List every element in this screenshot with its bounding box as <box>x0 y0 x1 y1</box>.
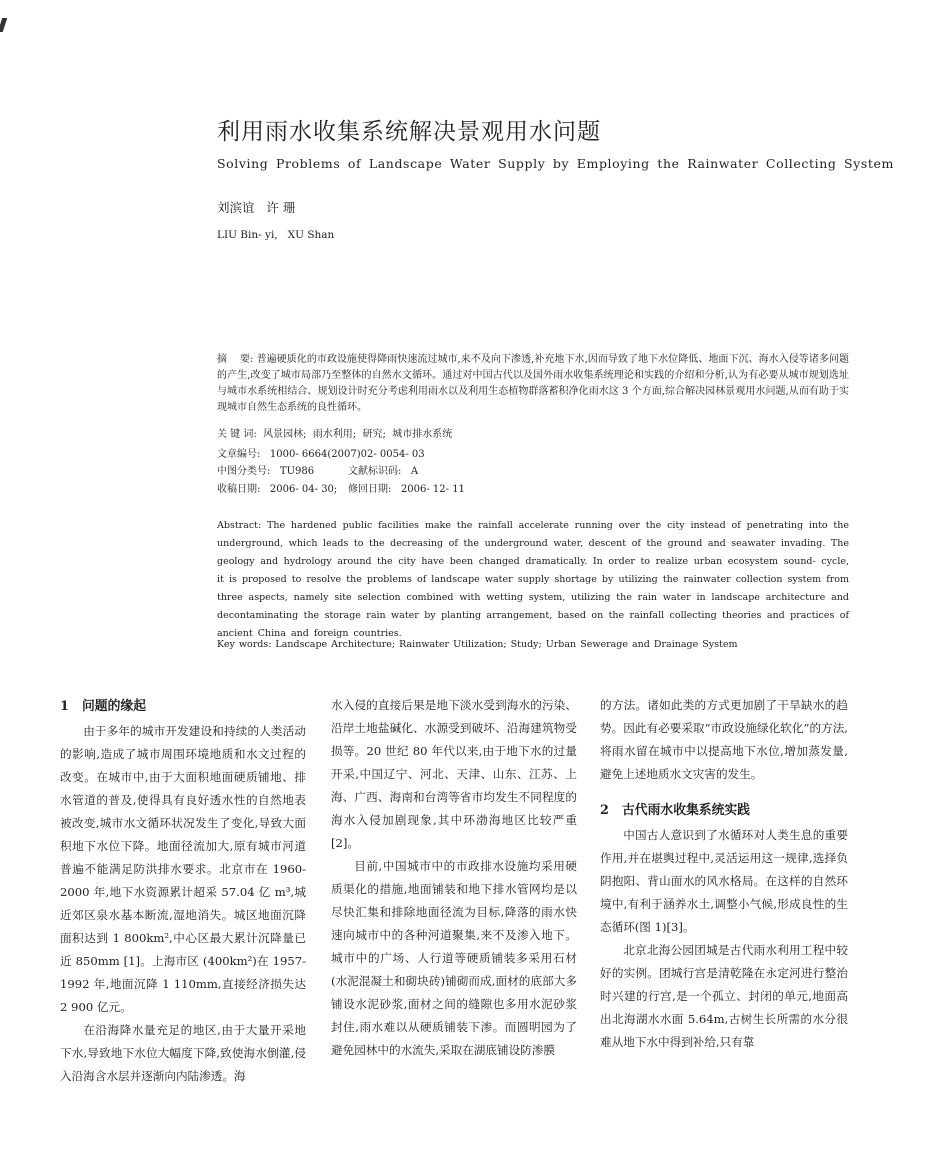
keywords-zh: 关 键 词: 风景园林; 雨水利用; 研究; 城市排水系统 <box>217 429 453 440</box>
authors-en: LIU Bin- yi, XU Shan <box>217 229 335 241</box>
paragraph: 目前,中国城市中的市政排水设施均采用硬质渠化的措施,地面铺装和地下排水管网均是以尽快汇集和排除地面径流为目标,降落的雨水快速向城市中的各种河道聚集,来不及渗入地下。城市中的广场、人行道等硬质铺装多采用石材 (水泥混凝土和砌块砖)铺砌而成,面材的底部大多铺设水泥砂浆,面材之间的缝隙也多用水泥砂浆封住,雨水难以从硬质铺装下渗。而圆明园为了避免园林中的水流失,采取在湖底铺设防渗膜 <box>331 859 577 1057</box>
abstract-zh-text: 普遍硬质化的市政设施使得降雨快速流过城市,来不及向下渗透,补充地下水,因而导致了地下水位降低、地面下沉、海水入侵等诸多问题的产生,改变了城市局部乃至整体的自然水文循环。通过对中国古代以及国外雨水收集系统理论和实践的介绍和分析,认为有必要从城市规划选址与城市水系统相结合、规划设计时充分考虑利用雨水以及利用生态植物群落蓄积净化雨水这 3 个方面,综合解决园林景观用水问题,从而有助于实现城市自然生态系统的良性循环。 <box>217 354 849 413</box>
paper-title-en: Solving Problems of Landscape Water Supply by Employing the Rainwater Collecting System <box>217 156 894 171</box>
paragraph: 中国古人意识到了水循环对人类生息的重要作用,并在堪舆过程中,灵活运用这一规律,选择负阴抱阳、背山面水的风水格局。在这样的自然环境中,有利于涵养水土,调整小气候,形成良性的生态循环(图 1)[3]。 <box>600 828 848 934</box>
document-code: 文献标识码: A <box>348 466 419 477</box>
authors-zh: 刘滨谊 许 珊 <box>217 200 296 215</box>
paragraph: 北京北海公园团城是古代雨水利用工程中较好的实例。团城行宫是清乾隆在永定河进行整治时兴建的行宫,是一个孤立、封闭的单元,地面高出北海湖水水面 5.64m,古树生长所需的水分很难从地下水中得到补给,只有靠 <box>600 943 848 1049</box>
paper-title-zh: 利用雨水收集系统解决景观用水问题 <box>217 119 601 145</box>
revised-date: 修回日期: 2006- 12- 11 <box>348 484 465 495</box>
abstract-zh <box>217 352 849 416</box>
paragraph: 的方法。诸如此类的方式更加剧了干旱缺水的趋势。因此有必要采取“市政设施绿化软化”的方法,将雨水留在城市中以提高地下水位,增加蒸发量,避免上述地质水文灾害的发生。 <box>600 698 848 781</box>
column-1-clip <box>60 694 306 1083</box>
keywords-en: Key words: Landscape Architecture; Rainwater Utilization; Study; Urban Sewerage and Drainage System <box>217 639 738 650</box>
article-number: 文章编号: 1000- 6664(2007)02- 0054- 03 <box>217 449 425 460</box>
column-2-clip <box>331 694 577 1062</box>
paragraph: 由于多年的城市开发建设和持续的人类活动的影响,造成了城市周围环境地质和水文过程的改变。在城市中,由于大面积地面硬质铺地、排水管道的普及,使得具有良好透水性的自然地表被改变,城市水文循环状况发生了变化,导致大面积地下水位下降。地面径流加大,原有城市河道普遍不能满足防洪排水要求。北京市在 1960- 2000 年,地下水资源累计超采 57.04 亿 m³,城近郊区泉水基本断流,湿地消失。城区地面沉降面积达到 1 800km²,中心区最大累计沉降量已近 850mm [1]。上海市区 (400km²)在 1957- 1992 年,地面沉降 1 110mm,直接经济损失达 2 900 亿元。 <box>60 724 306 1014</box>
paragraph: 在沿海降水量充足的地区,由于大量开采地下水,导致地下水位大幅度下降,致使海水倒灌,侵入沿海含水层并逐渐向内陆渗透。海 <box>60 1023 306 1083</box>
received-date: 收稿日期: 2006- 04- 30; <box>217 484 338 495</box>
clc-number: 中图分类号: TU986 <box>217 466 315 477</box>
corner-mark <box>0 18 7 32</box>
body-column-2 <box>331 694 577 1062</box>
section-2-title: 古代雨水收集系统实践 <box>622 803 750 818</box>
body-column-1 <box>60 694 306 1083</box>
column-3-clip <box>600 694 848 1062</box>
section-1-title: 问题的缘起 <box>82 699 146 714</box>
body-column-3 <box>600 694 848 1062</box>
section-2-number: 2 <box>600 803 609 818</box>
section-2-heading <box>600 798 848 824</box>
abstract-zh-label: 摘 要: <box>217 354 254 365</box>
abstract-en: Abstract: The hardened public facilities make the rainfall accelerate running over the city instead of penetrating into the underground, which leads to the decreasing of the underground water, descent of the ground and seawater invading. The geology and hydrology around the city have been changed dramatically. In order to realize urban ecosystem sound- cycle, it is proposed to resolve the problems of landscape water supply shortage by utilizing the rainwater collection system from three aspects, namely site selection combined with wetting system, utilizing the rain water in landscape architecture and decontaminating the storage rain water by planting arrangement, based on the rainfall collecting theories and practices of ancient China and foreign countries. <box>217 520 849 639</box>
section-1-number: 1 <box>60 699 69 714</box>
section-1-heading <box>60 694 306 720</box>
paragraph: 水入侵的直接后果是地下淡水受到海水的污染、沿岸土地盐碱化、水源受到破坏、沿海建筑物受损等。20 世纪 80 年代以来,由于地下水的过量开采,中国辽宁、河北、天津、山东、江苏、上海、广西、海南和台湾等省市均发生不同程度的海水入侵加剧现象,其中环渤海地区比较严重[2]。 <box>331 698 577 850</box>
